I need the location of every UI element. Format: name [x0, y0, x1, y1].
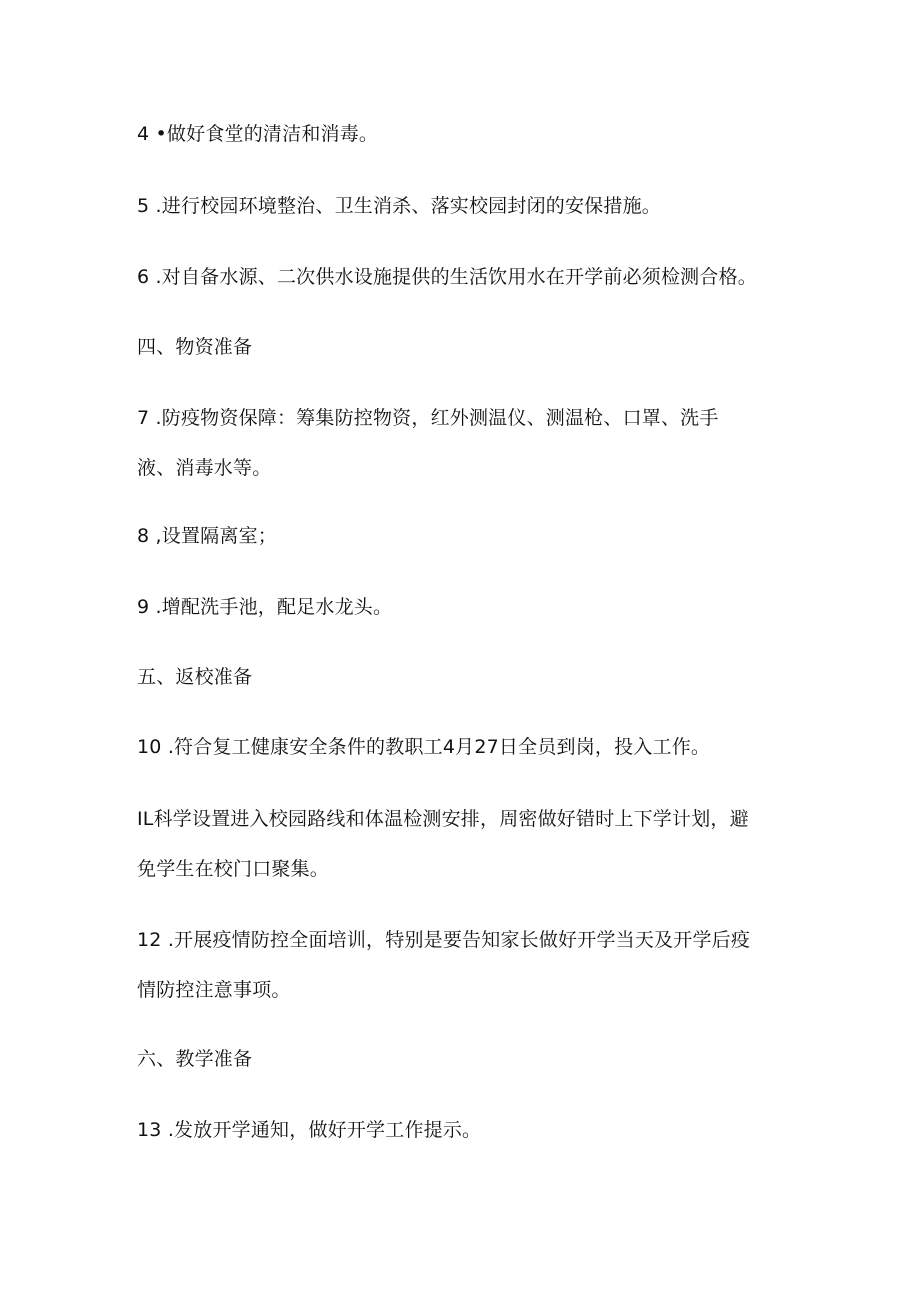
item-10-line: 10 .符合复工健康安全条件的教职工4月27日全员到岗，投入工作。 [137, 736, 711, 758]
item-8-line: 8 ,设置隔离室； [137, 525, 277, 547]
item-11-line-1: IL科学设置进入校园路线和体温检测安排，周密做好错时上下学计划，避 [137, 808, 749, 830]
section-heading-5: 五、返校准备 [137, 666, 253, 688]
item-12-line-2: 情防控注意事项。 [137, 979, 291, 1001]
item-13-line: 13 .发放开学通知，做好开学工作提示。 [137, 1119, 482, 1141]
item-4-line: 4 •做好食堂的清洁和消毒。 [137, 123, 379, 145]
item-7-line-2: 液、消毒水等。 [137, 457, 272, 479]
item-7-line-1: 7 .防疫物资保障：筹集防控物资，红外测温仪、测温枪、口罩、洗手 [137, 407, 719, 429]
item-11-line-2: 免学生在校门口聚集。 [137, 858, 330, 880]
item-6-line: 6 .对自备水源、二次供水设施提供的生活饮用水在开学前必须检测合格。 [137, 266, 757, 288]
item-12-line-1: 12 .开展疫情防控全面培训，特别是要告知家长做好开学当天及开学后疫 [137, 929, 751, 951]
item-9-line: 9 .增配洗手池，配足水龙头。 [137, 596, 393, 618]
section-heading-6: 六、教学准备 [137, 1048, 253, 1070]
section-heading-4: 四、物资准备 [137, 336, 253, 358]
item-5-line: 5 .进行校园环境整治、卫生消杀、落实校园封闭的安保措施。 [137, 195, 661, 217]
